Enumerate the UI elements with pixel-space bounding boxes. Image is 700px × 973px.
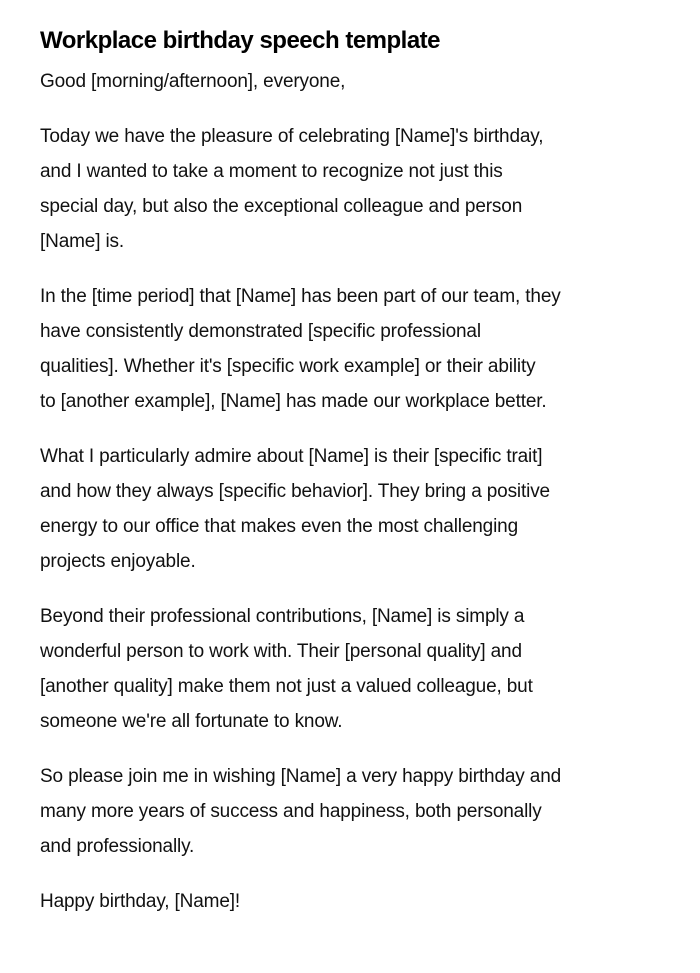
paragraph-professional-qualities xyxy=(40,279,660,419)
text-line: qualities]. Whether it's [specific work example] or their ability xyxy=(40,356,536,377)
text-line: projects enjoyable. xyxy=(40,551,196,572)
text-line: have consistently demonstrated [specific professional xyxy=(40,321,481,342)
text-line: someone we're all fortunate to know. xyxy=(40,711,343,732)
text-line: and professionally. xyxy=(40,836,195,857)
paragraph-intro xyxy=(40,119,660,259)
text-line: many more years of success and happiness, both personally xyxy=(40,801,542,822)
text-line: energy to our office that makes even the most challenging xyxy=(40,516,519,537)
text-line: Beyond their professional contributions, [Name] is simply a xyxy=(40,606,525,627)
text-line: Today we have the pleasure of celebrating [Name]'s birthday, xyxy=(40,126,544,147)
text-line: Good [morning/afternoon], everyone, xyxy=(40,71,346,92)
paragraph-closing xyxy=(40,884,660,919)
paragraph-toast xyxy=(40,759,660,864)
text-line: What I particularly admire about [Name] is their [specific trait] xyxy=(40,446,543,467)
text-line: to [another example], [Name] has made our workplace better. xyxy=(40,391,547,412)
text-line: special day, but also the exceptional colleague and person xyxy=(40,196,523,217)
text-line: [Name] is. xyxy=(40,231,125,252)
text-line: In the [time period] that [Name] has been part of our team, they xyxy=(40,286,561,307)
text-line: So please join me in wishing [Name] a very happy birthday and xyxy=(40,766,562,787)
text-line: Happy birthday, [Name]! xyxy=(40,891,241,912)
paragraph-admiration xyxy=(40,439,660,579)
document-title: Workplace birthday speech template xyxy=(40,27,441,54)
paragraph-personal-qualities xyxy=(40,599,660,739)
text-line: wonderful person to work with. Their [personal quality] and xyxy=(40,641,522,662)
text-line: and how they always [specific behavior]. They bring a positive xyxy=(40,481,550,502)
text-line: and I wanted to take a moment to recognize not just this xyxy=(40,161,503,182)
text-line: [another quality] make them not just a valued colleague, but xyxy=(40,676,533,697)
paragraph-greeting xyxy=(40,64,660,99)
